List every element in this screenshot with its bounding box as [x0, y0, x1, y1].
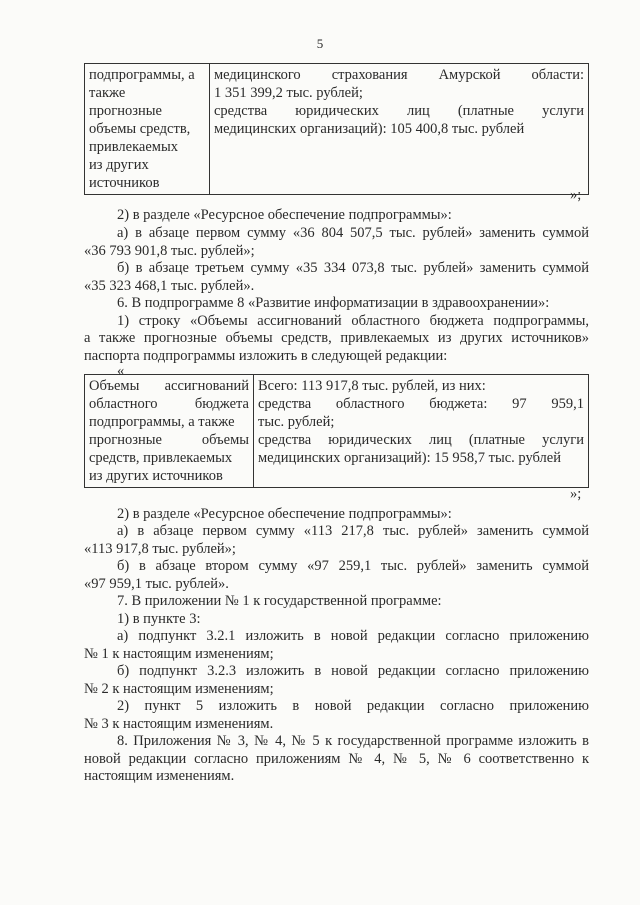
cell-line: подпрограммы, а: [89, 67, 195, 83]
cell-line: средств, привлекаемых: [89, 450, 233, 466]
cell-line: также: [89, 85, 126, 101]
table-cell-label: [85, 64, 210, 195]
paragraph: а) в абзаце первом сумму «113 217,8 тыс. рублей» заменить суммой: [117, 523, 589, 539]
paragraph: 1) строку «Объемы ассигнований областного бюджета подпрограммы,: [117, 313, 589, 329]
paragraph: № 1 к настоящим изменениям;: [84, 646, 274, 662]
paragraph: 2) пункт 5 изложить в новой редакции согласно приложению: [117, 698, 589, 714]
paragraph: 7. В приложении № 1 к государственной программе:: [117, 593, 442, 609]
cell-line: 1 351 399,2 тыс. рублей;: [214, 85, 363, 101]
paragraph: 8. Приложения № 3, № 4, № 5 к государственной программе изложить в: [117, 733, 589, 749]
cell-line: прогнозные объемы: [89, 432, 249, 448]
paragraph: № 2 к настоящим изменениям;: [84, 681, 274, 697]
cell-line: медицинского страхования Амурской области:: [214, 67, 584, 83]
closing-quote: »;: [570, 486, 582, 502]
paragraph: 2) в разделе «Ресурсное обеспечение подпрограммы»:: [117, 506, 452, 522]
cell-line: объемы средств,: [89, 121, 191, 137]
paragraph: а также прогнозные объемы средств, привлекаемых из других источников»: [84, 330, 589, 346]
table-row: [85, 64, 589, 195]
paragraph: новой редакции согласно приложениям № 4, № 5, № 6 соответственно к: [84, 751, 589, 767]
paragraph: б) подпункт 3.2.3 изложить в новой редакции согласно приложению: [117, 663, 589, 679]
paragraph: «35 323 468,1 тыс. рублей».: [84, 278, 255, 294]
paragraph: «36 793 901,8 тыс. рублей»;: [84, 243, 255, 259]
paragraph: «97 959,1 тыс. рублей».: [84, 576, 229, 592]
cell-line: Всего: 113 917,8 тыс. рублей, из них:: [258, 378, 486, 394]
paragraph: № 3 к настоящим изменениям.: [84, 716, 274, 732]
passport-table: [84, 374, 589, 488]
cell-line: из других источников: [89, 468, 223, 484]
cell-line: подпрограммы, а также: [89, 414, 235, 430]
closing-quote: »;: [570, 187, 582, 203]
table-cell-value: [254, 375, 589, 488]
cell-line: прогнозные: [89, 103, 162, 119]
cell-line: средства областного бюджета: 97 959,1: [258, 396, 584, 412]
cell-line: средства юридических лиц (платные услуги: [214, 103, 584, 119]
paragraph: 6. В подпрограмме 8 «Развитие информатизации в здравоохранении»:: [117, 295, 550, 311]
paragraph: 2) в разделе «Ресурсное обеспечение подпрограммы»:: [117, 207, 452, 223]
cell-line: тыс. рублей;: [258, 414, 335, 430]
paragraph: а) в абзаце первом сумму «36 804 507,5 тыс. рублей» заменить суммой: [117, 225, 589, 241]
paragraph: 1) в пункте 3:: [117, 611, 201, 627]
cell-line: областного бюджета: [89, 396, 249, 412]
paragraph: б) в абзаце втором сумму «97 259,1 тыс. рублей» заменить суммой: [117, 558, 589, 574]
cell-line: источников: [89, 175, 160, 191]
table-cell-label: [85, 375, 254, 488]
cell-line: Объемы ассигнований: [89, 378, 249, 394]
cell-line: медицинских организаций): 15 958,7 тыс. рублей: [258, 450, 561, 466]
cell-line: привлекаемых: [89, 139, 178, 155]
cell-line: из других: [89, 157, 149, 173]
table-cell-value: [210, 64, 589, 195]
paragraph: а) подпункт 3.2.1 изложить в новой редакции согласно приложению: [117, 628, 589, 644]
table-row: [85, 375, 589, 488]
paragraph: б) в абзаце третьем сумму «35 334 073,8 тыс. рублей» заменить суммой: [117, 260, 589, 276]
paragraph: паспорта подпрограммы изложить в следующей редакции:: [84, 348, 448, 364]
table-continuation: [84, 63, 589, 195]
cell-line: средства юридических лиц (платные услуги: [258, 432, 584, 448]
cell-line: медицинских организаций): 105 400,8 тыс. рублей: [214, 121, 525, 137]
opening-quote: «: [117, 363, 125, 379]
paragraph: настоящим изменениям.: [84, 768, 235, 784]
paragraph: «113 917,8 тыс. рублей»;: [84, 541, 236, 557]
page-number: 5: [316, 36, 324, 51]
